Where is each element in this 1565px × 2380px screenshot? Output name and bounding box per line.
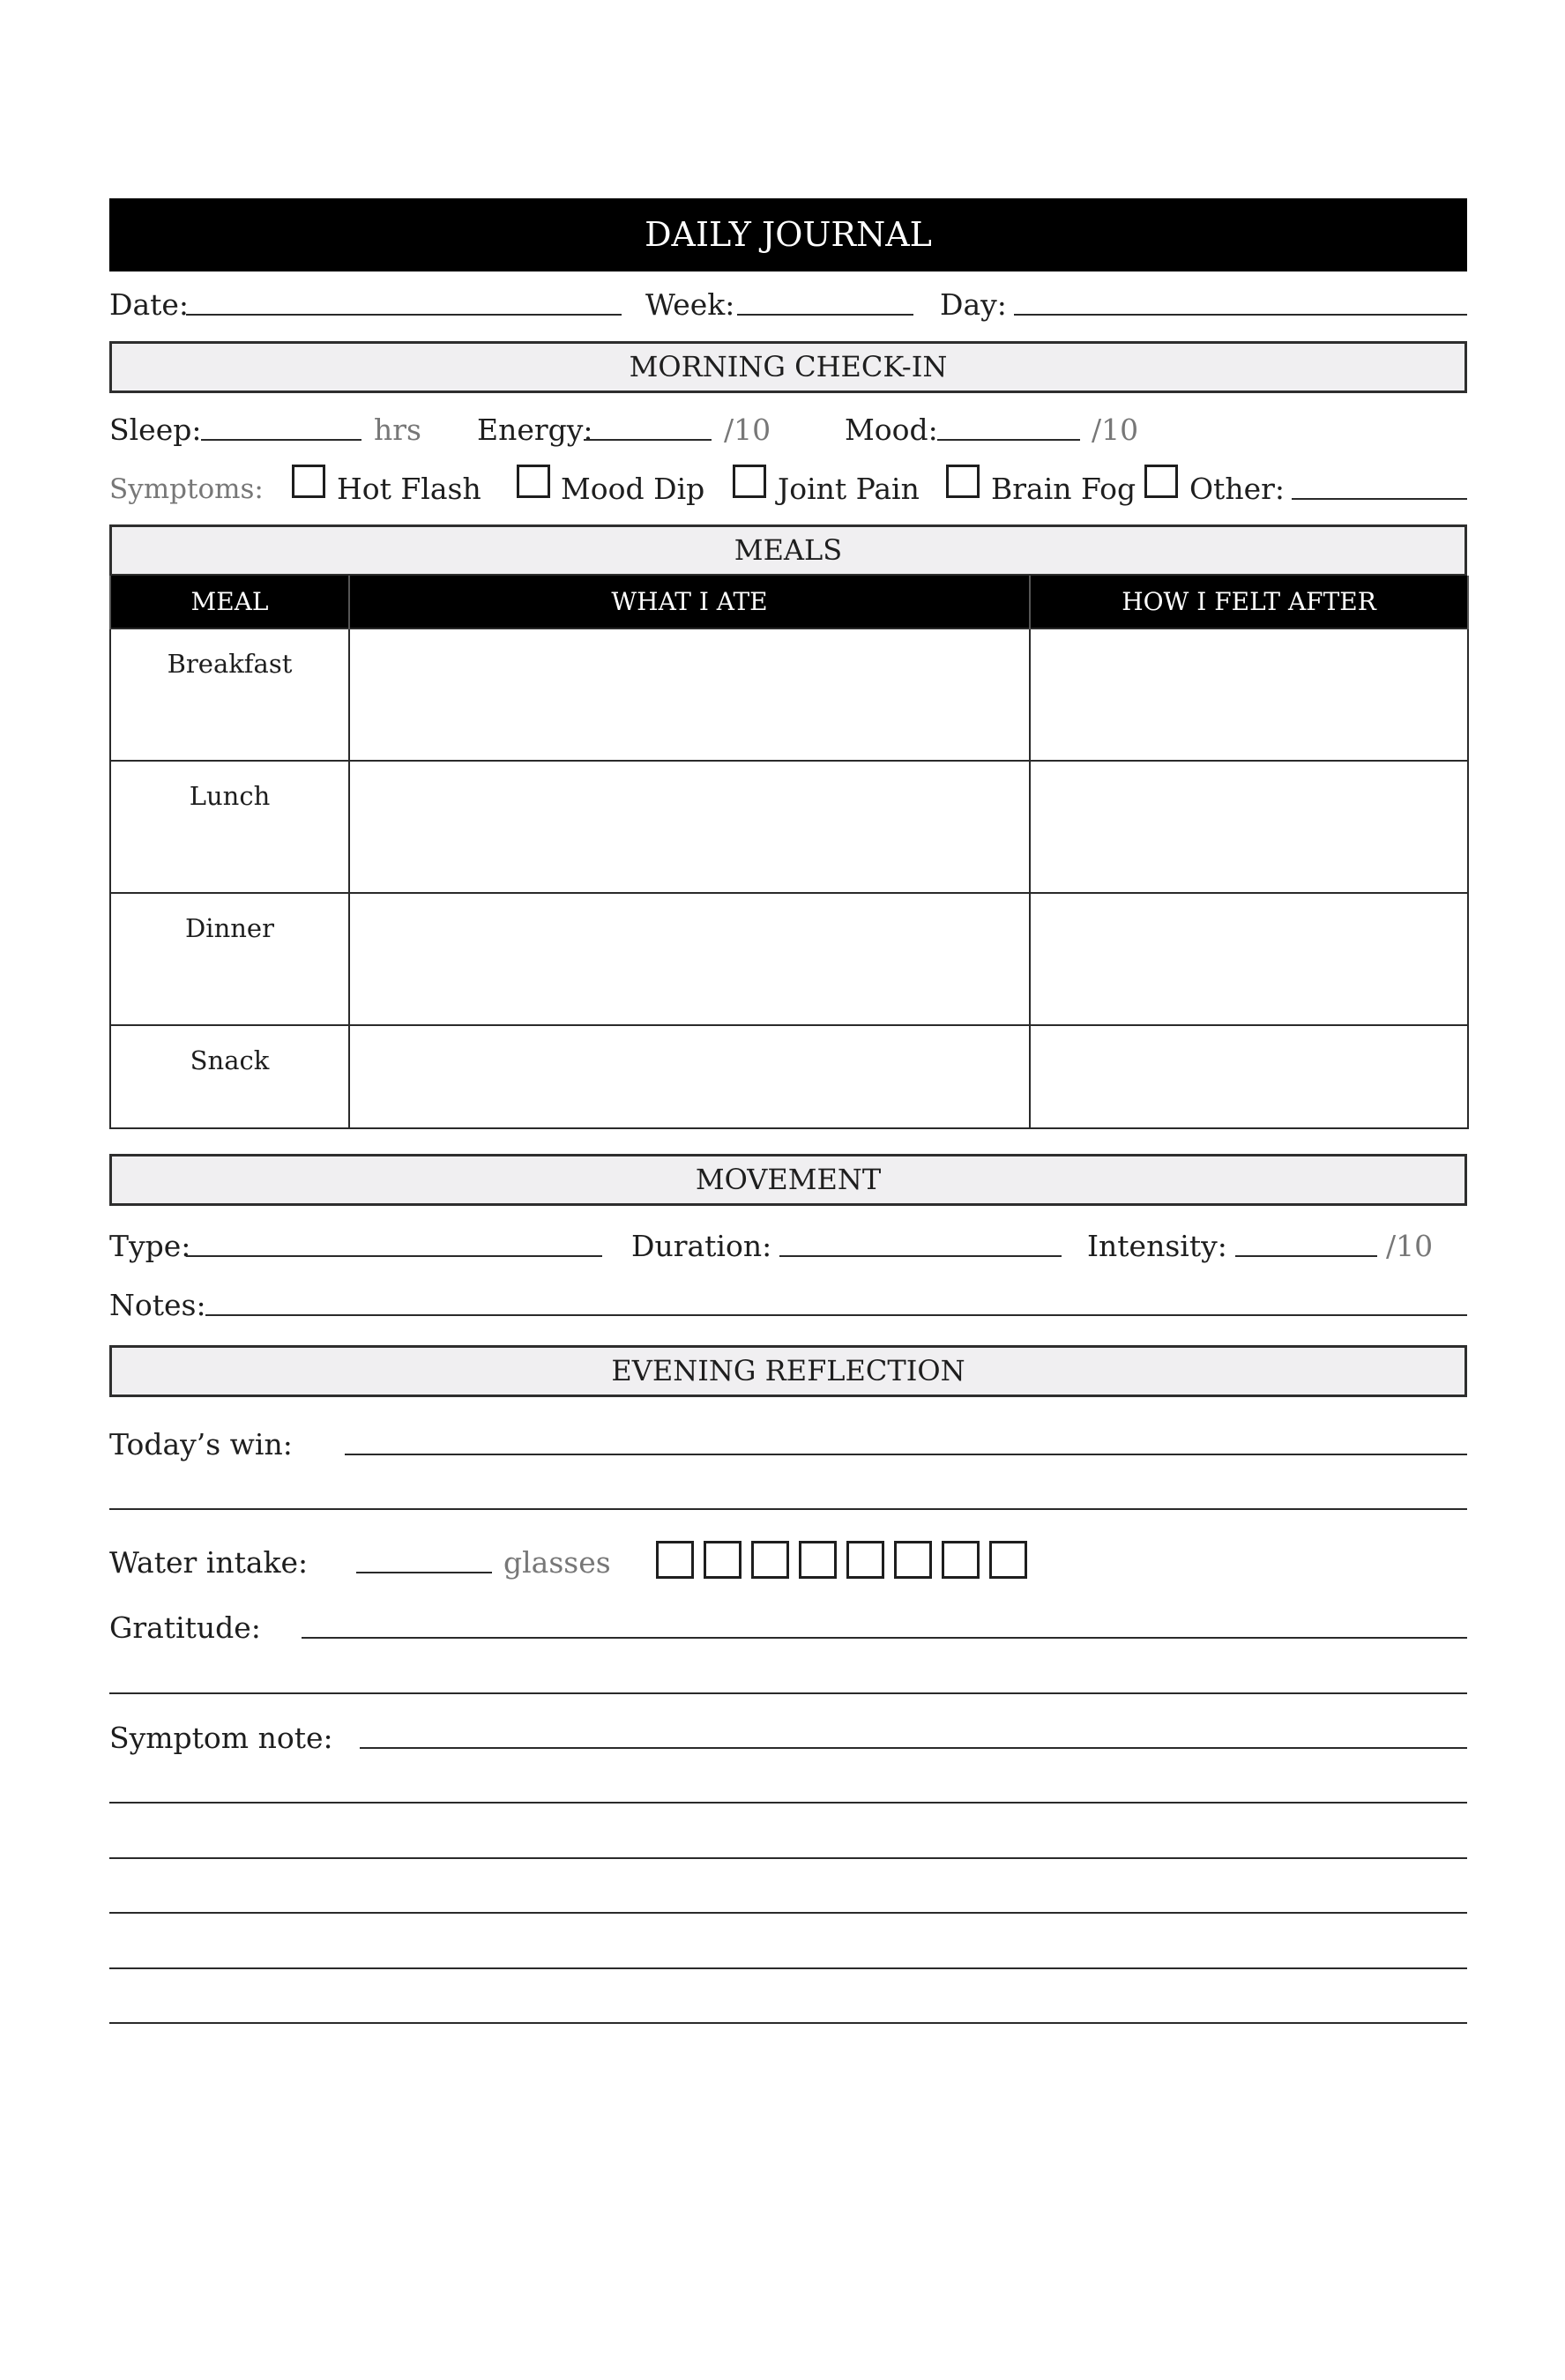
water-glass-checkbox[interactable] [656, 1541, 694, 1579]
todays-win-extra-line[interactable] [109, 1508, 1467, 1510]
what-i-ate-cell[interactable] [349, 893, 1030, 1025]
symptom-note-field[interactable] [360, 1747, 1467, 1749]
gratitude-field[interactable] [302, 1637, 1467, 1639]
what-i-ate-cell[interactable] [349, 761, 1030, 893]
symptom-note-line[interactable] [109, 1912, 1467, 1914]
date-field[interactable] [186, 314, 622, 316]
symptom-note-line[interactable] [109, 1967, 1467, 1969]
todays-win-label: Today’s win: [109, 1427, 293, 1461]
intensity-scale: /10 [1386, 1229, 1434, 1263]
meal-name-snack: Snack [110, 1025, 349, 1128]
water-glass-checkbox[interactable] [846, 1541, 884, 1579]
mood-field[interactable] [937, 439, 1080, 441]
energy-field[interactable] [584, 439, 712, 441]
duration-field[interactable] [779, 1255, 1062, 1257]
type-field[interactable] [186, 1255, 602, 1257]
notes-label: Notes: [109, 1288, 206, 1322]
what-i-ate-column-header: WHAT I ATE [349, 576, 1030, 628]
brain-fog-checkbox[interactable] [946, 465, 980, 498]
how-i-felt-cell[interactable] [1030, 893, 1468, 1025]
table-row [110, 1025, 1468, 1128]
sleep-field[interactable] [201, 439, 361, 441]
gratitude-extra-line[interactable] [109, 1692, 1467, 1694]
sleep-unit: hrs [374, 413, 421, 447]
how-i-felt-cell[interactable] [1030, 1025, 1468, 1128]
energy-label: Energy: [477, 413, 593, 447]
symptom-note-line[interactable] [109, 1857, 1467, 1859]
water-glass-checkbox[interactable] [989, 1541, 1027, 1579]
mood-dip-label: Mood Dip [561, 472, 705, 506]
table-row [110, 893, 1468, 1025]
other-field[interactable] [1292, 498, 1467, 500]
morning-checkin-heading: MORNING CHECK-IN [109, 341, 1467, 393]
mood-scale: /10 [1092, 413, 1139, 447]
water-intake-label: Water intake: [109, 1545, 309, 1580]
meals-header-row [110, 576, 1468, 628]
meal-column-header: MEAL [110, 576, 349, 628]
mood-label: Mood: [845, 413, 938, 447]
energy-scale: /10 [724, 413, 771, 447]
week-label: Week: [645, 287, 735, 322]
water-glass-checkbox[interactable] [704, 1541, 742, 1579]
intensity-label: Intensity: [1087, 1229, 1227, 1263]
symptom-note-line[interactable] [109, 1802, 1467, 1804]
hot-flash-checkbox[interactable] [292, 465, 325, 498]
joint-pain-checkbox[interactable] [733, 465, 766, 498]
water-intake-field[interactable] [356, 1572, 492, 1573]
how-i-felt-cell[interactable] [1030, 761, 1468, 893]
duration-label: Duration: [631, 1229, 772, 1263]
evening-reflection-heading: EVENING REFLECTION [109, 1345, 1467, 1397]
symptoms-label: Symptoms: [109, 473, 264, 505]
joint-pain-label: Joint Pain [778, 472, 920, 506]
other-checkbox[interactable] [1144, 465, 1178, 498]
type-label: Type: [109, 1229, 191, 1263]
symptom-note-label: Symptom note: [109, 1721, 333, 1755]
meal-name-dinner: Dinner [110, 893, 349, 1025]
water-glass-checkbox[interactable] [799, 1541, 837, 1579]
symptom-note-line[interactable] [109, 2022, 1467, 2024]
table-row [110, 761, 1468, 893]
meal-name-lunch: Lunch [110, 761, 349, 893]
day-field[interactable] [1014, 314, 1467, 316]
what-i-ate-cell[interactable] [349, 628, 1030, 761]
notes-field[interactable] [205, 1314, 1467, 1316]
other-label: Other: [1189, 472, 1285, 506]
how-i-felt-column-header: HOW I FELT AFTER [1030, 576, 1468, 628]
intensity-field[interactable] [1235, 1255, 1377, 1257]
week-field[interactable] [737, 314, 913, 316]
journal-title: DAILY JOURNAL [109, 198, 1467, 271]
meals-heading: MEALS [109, 524, 1467, 576]
water-glass-checkbox[interactable] [751, 1541, 789, 1579]
water-unit: glasses [503, 1545, 611, 1580]
water-glass-checkbox[interactable] [894, 1541, 932, 1579]
meals-table [109, 576, 1469, 1129]
what-i-ate-cell[interactable] [349, 1025, 1030, 1128]
sleep-label: Sleep: [109, 413, 202, 447]
date-label: Date: [109, 287, 190, 322]
hot-flash-label: Hot Flash [337, 472, 481, 506]
todays-win-field[interactable] [345, 1454, 1467, 1455]
brain-fog-label: Brain Fog [991, 472, 1136, 506]
movement-heading: MOVEMENT [109, 1154, 1467, 1206]
water-glass-checkbox[interactable] [942, 1541, 980, 1579]
how-i-felt-cell[interactable] [1030, 628, 1468, 761]
day-label: Day: [940, 287, 1007, 322]
mood-dip-checkbox[interactable] [517, 465, 550, 498]
table-row [110, 628, 1468, 761]
meal-name-breakfast: Breakfast [110, 628, 349, 761]
gratitude-label: Gratitude: [109, 1610, 261, 1645]
